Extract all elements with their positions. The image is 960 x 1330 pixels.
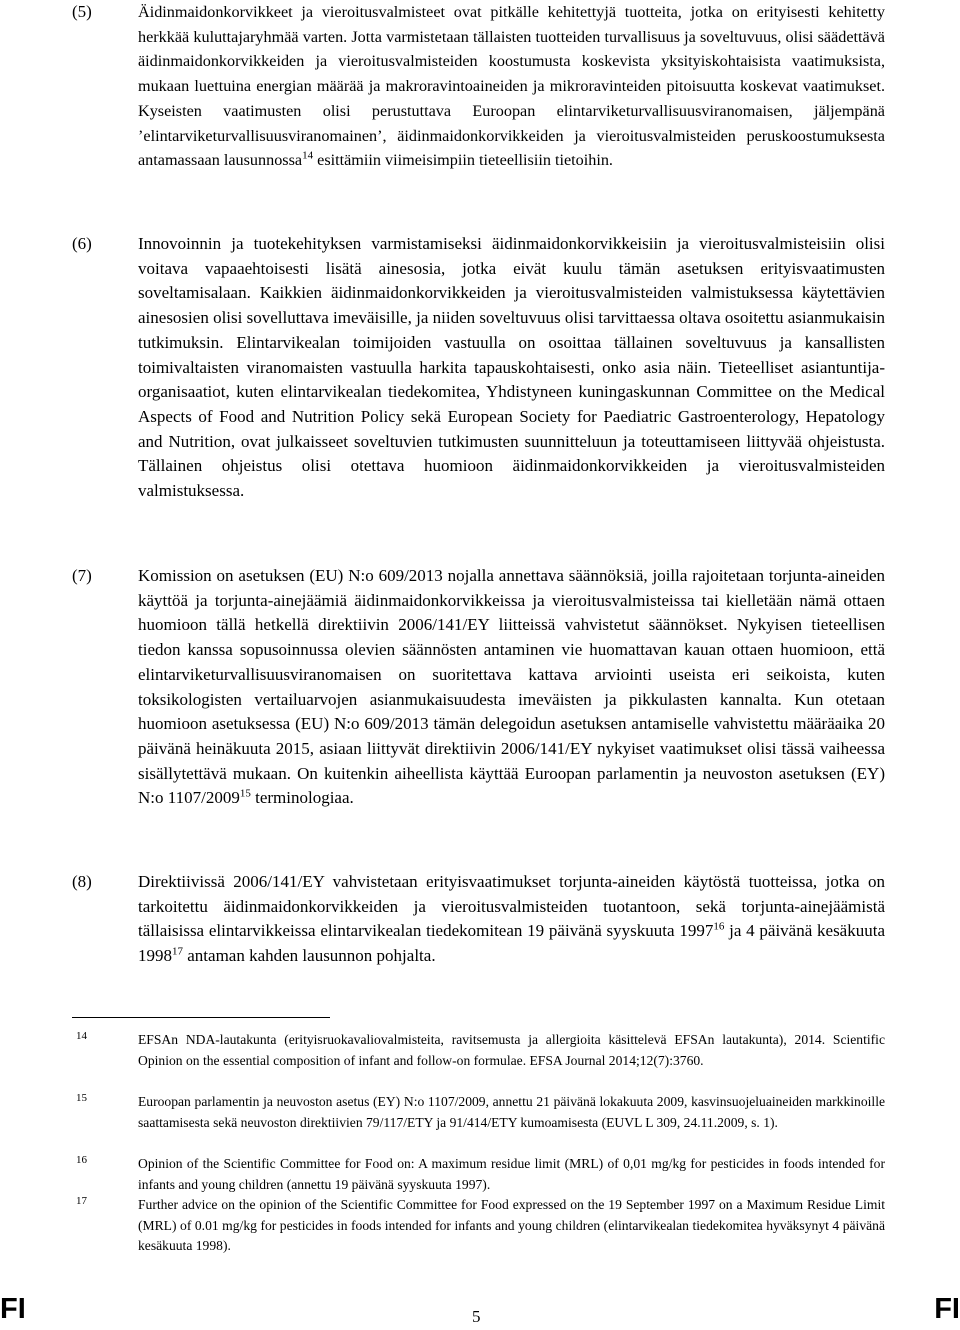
recital-number: (6) [72, 234, 92, 253]
recital-number: (7) [72, 566, 92, 585]
footnote-number: 14 [76, 1030, 87, 1042]
recital-text: Innovoinnin ja tuotekehityksen varmistamiseksi äidinmaidonkorvikkeisiin ja vieroitusvalmisteisiin olisi voitava vapaaehtoisesti lisätä ainesosia, jotka eivät kuulu tämän asetuksen erityisvaatimusten soveltamisalaan. Kaikkien äidinmaidonkorvikkeiden ja vieroitusvalmisteiden valmistuksessa käytettävien ainesosien olisi sovelluttava imeväisille, ja niiden soveltuvuus olisi tarvittaessa oltava osoitettu asianmukaisin tutkimuksin. Elintarvikealan toimijoiden vastuulla on osoittaa tällainen soveltuvuus ja kansallisten toimivaltaisten viranomaisten vastuulla harkita tapauskohtaisesti, onko asia näin. Tieteelliset asiantuntija-organisaatiot, kuten elintarvikealan tiedekomitea, Yhdistyneen kuningaskunnan Committee on the Medical Aspects of Food and Nutrition Policy sekä European Society for Paediatric Gastroenterology, Hepatology and Nutrition, ovat julkaisseet soveltuvien tutkimusten suunnitteluun ja toteuttamiseen liittyvää ohjeistusta. Tällainen ohjeistus olisi otettava huomioon äidinmaidonkorvikkeiden ja vieroitusvalmisteiden valmistuksessa. [138, 234, 885, 501]
recital-text [138, 0, 885, 173]
footnote-number: 15 [76, 1092, 87, 1104]
footnote-text: Further advice on the opinion of the Scientific Committee for Food expressed on the 19 September 1997 on a Maximum Residue Limit (MRL) of 0.01 mg/kg for pesticides in foods intended for infants and young children (elintarvikealan tiedekomitea hyväksynyt 4 päivänä kesäkuuta 1998). [138, 1197, 885, 1253]
page-number: 5 [472, 1307, 481, 1326]
recital-text-mid: ja 4 päivänä kesäkuuta 1998 [138, 921, 885, 966]
recital-number: (5) [72, 2, 92, 21]
recital-number: (8) [72, 872, 92, 891]
footnote-ref-15[interactable]: 15 [239, 787, 251, 800]
footnote-text: Euroopan parlamentin ja neuvoston asetus (EY) N:o 1107/2009, annettu 21 päivänä lokakuuta 2009, kasvinsuojeluaineiden markkinoille saattamisesta sekä neuvoston direktiivien 79/117/ETY ja 91/414/ETY kumoamisesta (EUVL L 309, 24.11.2009, s. 1). [138, 1094, 885, 1130]
footnote-ref-16[interactable]: 16 [713, 920, 725, 933]
footnote-ref-17[interactable]: 17 [172, 945, 183, 958]
recital-text-body: Äidinmaidonkorvikkeet ja vieroitusvalmisteet ovat pitkälle kehitettyjä tuotteita, jotka on erityisesti kehitetty herkkää kuluttajaryhmää varten. Jotta varmistetaan tällaisten tuotteiden turvallisuus ja soveltuvuus, olisi säädettävä äidinmaidonkorvikkeiden ja vieroitusvalmisteiden koostumusta koskevista yksityiskohtaisista vaatimuksista, mukaan luettuina energian määrää ja makroravintoaineiden ja mikroravinteiden pitoisuutta koskevat vaatimukset. Kyseisten vaatimusten olisi perustuttava Euroopan elintarviketurvallisuusviranomaisen, jäljempänä ’elintarviketurvallisuusviranomainen’, äidinmaidonkorvikkeiden ja vieroitusvalmisteiden peruskoostumuksesta antamassaan lausunnossa [138, 3, 885, 170]
recital-text [138, 870, 885, 969]
recital-text [138, 564, 885, 811]
recital-text-end: antaman kahden lausunnon pohjalta. [183, 946, 436, 966]
footnote-separator [72, 1017, 330, 1018]
recital-text-body: Komission on asetuksen (EU) N:o 609/2013 nojalla annettava säännöksiä, joilla rajoitetaan torjunta-aineiden käyttöä ja torjunta-ainejäämiä äidinmaidonkorvikkeissa ja vieroitusvalmisteissa tai kielletään nämä ottaen huomioon tällä hetkellä direktiivin 2006/141/EY liitteissä vahvistetut säännökset. Nykyisen tieteellisen tiedon kanssa sopusoinnussa olevien säännösten antaminen vie huomattavan kauan ottaen huomioon, että elintarviketurvallisuusviranomaisen on suoritettava kattava arviointi useista eri seikoista, kuten toksikologisten vertailuarvojen asianmukaisuudesta imeväisten ja pikkulasten kannalta. Kun otetaan huomioon asetuksessa (EU) N:o 609/2013 tämän delegoidun asetuksen antamiselle vahvistettu määräaika 20 päivänä heinäkuuta 2015, asiaan liittyvät direktiivin 2006/141/EY nykyiset vaatimukset olisi tässä vaiheessa sisällytettävä mukaan. On kuitenkin aiheellista käyttää Euroopan parlamentin ja neuvoston asetuksen (EY) N:o 1107/2009 [138, 566, 885, 808]
footer-language-right: FI [934, 1293, 960, 1325]
recital-text-body: Direktiivissä 2006/141/EY vahvistetaan erityisvaatimukset torjunta-aineiden käytöstä tuotteissa, jotka on tarkoitettu äidinmaidonkorvikkeiden ja vieroitusvalmisteiden tuotantoon, sekä torjunta-ainejäämistä tällaisissa elintarvikkeissa elintarvikealan tiedekomitean 19 päivänä syyskuuta 1997 [138, 872, 885, 941]
footer-language-left: FI [0, 1293, 26, 1325]
footnote-text: EFSAn NDA-lautakunta (erityisruokavaliovalmisteita, ravitsemusta ja allergioita käsittelevä EFSAn lautakunta), 2014. Scientific Opinion on the essential composition of infant and follow-on formulae. EFSA Journal 2014;12(7):3760. [138, 1032, 885, 1068]
footnote-text: Opinion of the Scientific Committee for Food on: A maximum residue limit (MRL) of 0,01 mg/kg for pesticides in foods intended for infants and young children (annettu 19 päivänä syyskuuta 1997). [138, 1156, 885, 1192]
recital-text-end: terminologiaa. [250, 788, 354, 808]
footnote-number: 17 [76, 1195, 87, 1207]
footnote-ref-14[interactable]: 14 [302, 149, 314, 162]
footnote-number: 16 [76, 1154, 87, 1166]
recital-text-end: esittämiin viimeisimpiin tieteellisiin tietoihin. [313, 151, 613, 170]
